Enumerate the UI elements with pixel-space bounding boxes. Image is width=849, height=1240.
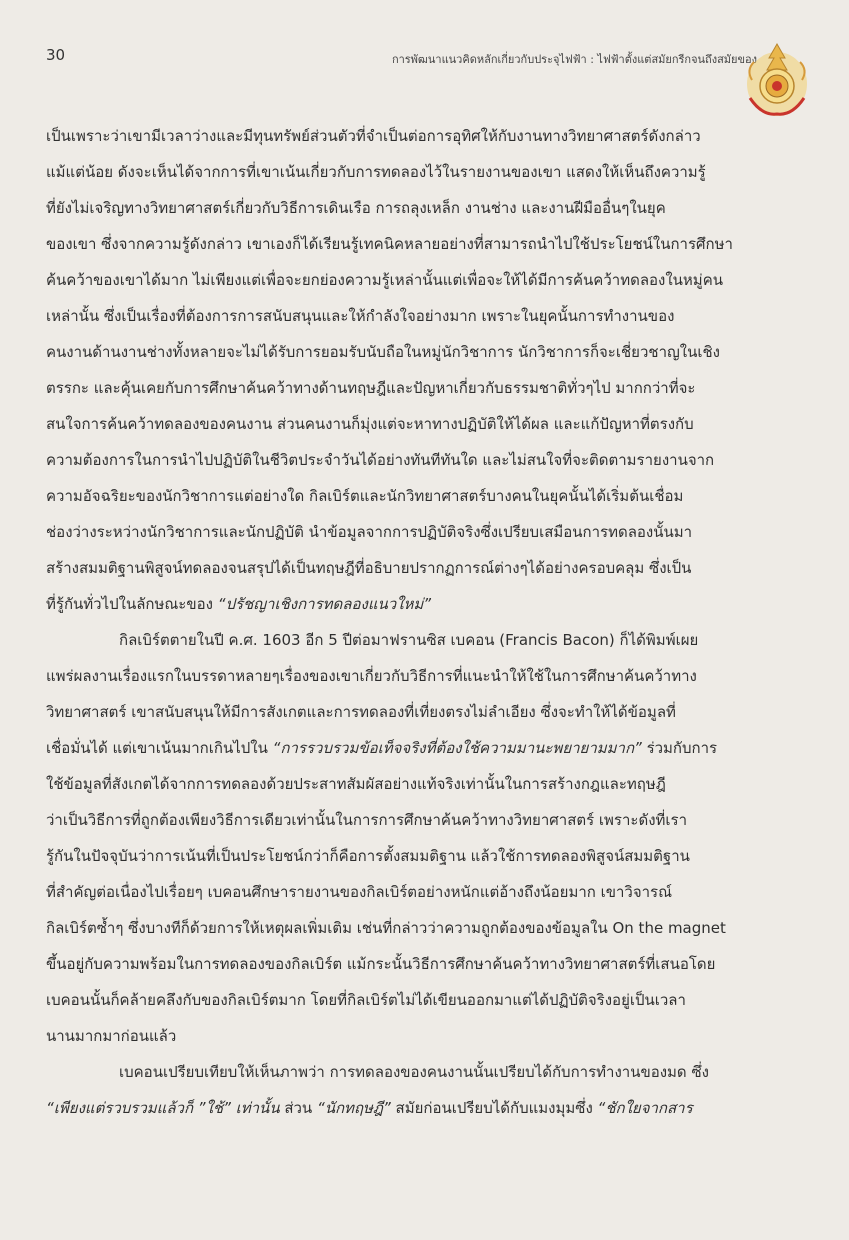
text-line	[46, 730, 804, 766]
text-line: แม้แต่น้อย ดังจะเห็นได้จากการที่เขาเน้นเกี่ยวกับการทดลองไว้ในรายงานของเขา แสดงให้เห็นถึงความรู้	[46, 163, 706, 181]
text-line: ตรรกะ และคุ้นเคยกับการศึกษาค้นคว้าทางด้านทฤษฎีและปัญหาเกี่ยวกับธรรมชาติทั่วๆไป มากกว่าที่จะ	[46, 379, 696, 397]
text-line: ของเขา ซึ่งจากความรู้ดังกล่าว เขาเองก็ได้เรียนรู้เทคนิคหลายอย่างที่สามารถนำไปใช้ประโยชน์ในการศึกษา	[46, 235, 733, 253]
emphasis-quote: “เพียงแต่รวบรวมแล้วก็ ”ใช้” เท่านั้น	[46, 1099, 280, 1117]
text-line: สร้างสมมติฐานพิสูจน์ทดลองจนสรุปได้เป็นทฤษฎีที่อธิบายปรากฏการณ์ต่างๆได้อย่างครอบคลุม ซึ่งเป็น	[46, 559, 692, 577]
text-line: เบคอนนั้นก็คล้ายคลึงกับของกิลเบิร์ตมาก โดยที่กิลเบิร์ตไม่ได้เขียนออกมาแต่ได้ปฏิบัติจริงอยู่เป็นเวลา	[46, 991, 686, 1009]
emphasis-quote: “การรวบรวมข้อเท็จจริงที่ต้องใช้ความมานะพยายามมาก”	[272, 739, 642, 757]
text-line: แพร่ผลงานเรื่องแรกในบรรดาหลายๆเรื่องของเขาเกี่ยวกับวิธีการที่แนะนำให้ใช้ในการศึกษาค้นคว้าทาง	[46, 667, 697, 685]
emphasis-quote: “ชักใยจากสาร	[597, 1099, 693, 1117]
emphasis-quote: “ปรัชญาเชิงการทดลองแนวใหม่”	[217, 595, 432, 613]
paragraph-start-line: กิลเบิร์ตตายในปี ค.ศ. 1603 อีก 5 ปีต่อมาฟรานซิส เบคอน (Francis Bacon) ก็ได้พิมพ์เผย	[119, 631, 699, 649]
body-text	[46, 118, 804, 1126]
text-line: ค้นคว้าของเขาได้มาก ไม่เพียงแต่เพื่อจะยกย่องความรู้เหล่านั้นแต่เพื่อจะให้ได้มีการค้นคว้าทดลองในหมู่คน	[46, 271, 723, 289]
running-head: การพัฒนาแนวคิดหลักเกี่ยวกับประจุไฟฟ้า : ไฟฟ้าตั้งแต่สมัยกรีกจนถึงสมัยของ	[391, 53, 757, 66]
text-run: ส่วน	[279, 1099, 317, 1117]
text-line	[46, 1090, 804, 1126]
text-line: ใช้ข้อมูลที่สังเกตได้จากการทดลองด้วยประสาทสัมผัสอย่างแท้จริงเท่านั้นในการสร้างกฎและทฤษฎี	[46, 775, 666, 793]
paragraph-start-line: เบคอนเปรียบเทียบให้เห็นภาพว่า การทดลองของคนงานนั้นเปรียบได้กับการทำงานของมด ซึ่ง	[119, 1063, 709, 1081]
emphasis-quote: “นักทฤษฎี”	[316, 1099, 391, 1117]
text-line: ที่ยังไม่เจริญทางวิทยาศาสตร์เกี่ยวกับวิธีการเดินเรือ การถลุงเหล็ก งานช่าง และงานฝีมืออื่นๆในยุค	[46, 199, 666, 217]
text-run: ร่วมกับการ	[641, 739, 718, 757]
text-line: ช่องว่างระหว่างนักวิชาการและนักปฏิบัติ นำข้อมูลจากการปฏิบัติจริงซึ่งเปรียบเสมือนการทดลองนั้นมา	[46, 523, 693, 541]
page-number: 30	[46, 46, 66, 64]
text-line: เหล่านั้น ซึ่งเป็นเรื่องที่ต้องการการสนับสนุนและให้กำลังใจอย่างมาก เพราะในยุคนั้นการทำงานของ	[46, 307, 675, 325]
text-line: กิลเบิร์ตซ้ำๆ ซึ่งบางทีก็ด้วยการให้เหตุผลเพิ่มเติม เช่นที่กล่าวว่าความถูกต้องของข้อมูลใน On the magnet	[46, 919, 726, 937]
text-line: สนใจการค้นคว้าทดลองของคนงาน ส่วนคนงานก็มุ่งแต่จะหาทางปฏิบัติให้ได้ผล และแก้ปัญหาที่ตรงกับ	[46, 415, 694, 433]
text-line: คนงานด้านงานช่างทั้งหลายจะไม่ได้รับการยอมรับนับถือในหมู่นักวิชาการ นักวิชาการก็จะเชี่ยวชาญในเชิง	[46, 343, 720, 361]
text-line: ความอัจฉริยะของนักวิชาการแต่อย่างใด กิลเบิร์ตและนักวิทยาศาสตร์บางคนในยุคนั้นได้เริ่มต้นเชื่อม	[46, 487, 684, 505]
text-line: รู้กันในปัจจุบันว่าการเน้นที่เป็นประโยชน์กว่าก็คือการตั้งสมมติฐาน แล้วใช้การทดลองพิสูจน์สมมติฐาน	[46, 847, 690, 865]
text-line: ว่าเป็นวิธีการที่ถูกต้องเพียงวิธีการเดียวเท่านั้นในการการศึกษาค้นคว้าทางวิทยาศาสตร์ เพราะดังที่เรา	[46, 811, 688, 829]
text-line: นานมากมาก่อนแล้ว	[46, 1027, 177, 1045]
text-line: เป็นเพราะว่าเขามีเวลาว่างและมีทุนทรัพย์ส่วนตัวที่จำเป็นต่อการอุทิศให้กับงานทางวิทยาศาสตร์ดังกล่าว	[46, 127, 701, 145]
text-run: ที่รู้กันทั่วไปในลักษณะของ	[46, 595, 218, 613]
text-line	[46, 586, 804, 622]
text-line: ขึ้นอยู่กับความพร้อมในการทดลองของกิลเบิร์ต แม้กระนั้นวิธีการศึกษาค้นคว้าทางวิทยาศาสตร์ที่เสนอโดย	[46, 955, 716, 973]
emblem-logo-icon	[742, 40, 812, 118]
text-run: สมัยก่อนเปรียบได้กับแมงมุมซึ่ง	[390, 1099, 598, 1117]
text-line: วิทยาศาสตร์ เขาสนับสนุนให้มีการสังเกตและการทดลองที่เที่ยงตรงไม่ลำเอียง ซึ่งจะทำให้ได้ข้อมูลที่	[46, 703, 676, 721]
text-line: ความต้องการในการนำไปปฏิบัติในชีวิตประจำวันได้อย่างทันทีทันใด และไม่สนใจที่จะติดตามรายงานจาก	[46, 451, 715, 469]
text-line: ที่สำคัญต่อเนื่องไปเรื่อยๆ เบคอนศึกษารายงานของกิลเบิร์ตอย่างหนักแต่อ้างถึงน้อยมาก เขาวิจารณ์	[46, 883, 673, 901]
text-run: เชื่อมั่นได้ แต่เขาเน้นมากเกินไปใน	[46, 739, 273, 757]
